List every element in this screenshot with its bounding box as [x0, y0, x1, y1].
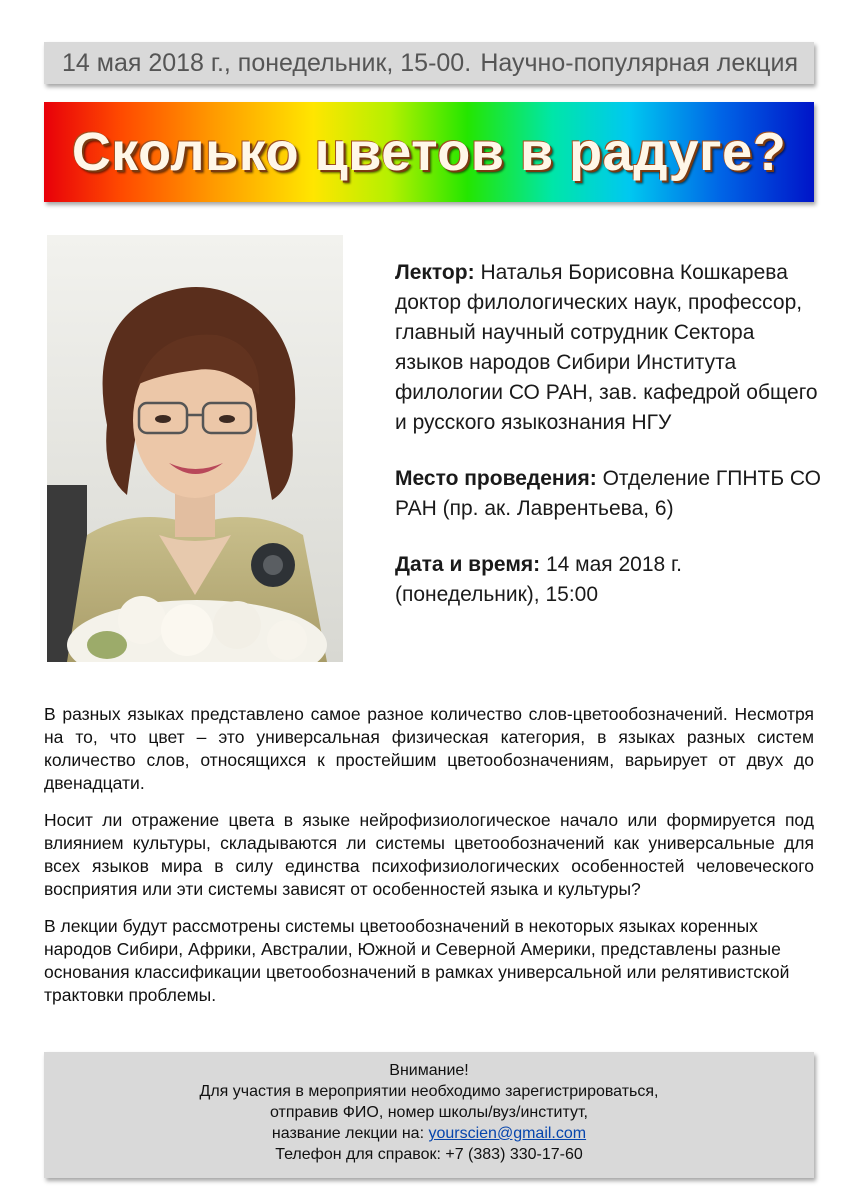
- lecture-description: [44, 703, 814, 1021]
- notice-phone: Телефон для справок: +7 (383) 330-17-60: [275, 1146, 583, 1163]
- notice-line: Для участия в мероприятии необходимо зарегистрироваться,: [199, 1083, 659, 1100]
- header-bar: [44, 42, 814, 84]
- lecturer-label: Лектор:: [395, 261, 475, 284]
- email-link[interactable]: yourscien@gmail.com: [428, 1125, 587, 1142]
- notice-email-prefix: название лекции на:: [271, 1125, 425, 1142]
- datetime-label: Дата и время:: [395, 553, 541, 576]
- description-paragraph: Носит ли отражение цвета в языке нейрофизиологическое начало или формируется под влиянием культуры, складываются ли системы цветообозначений как универсальные для всех языков мира в силу единства психофизиологических особенностей человеческого восприятия или эти системы зависят от особенностей языка и культуры?: [44, 810, 814, 899]
- event-date-line: 14 мая 2018 г., понедельник, 15-00.: [62, 48, 472, 77]
- notice-line: отправив ФИО, номер школы/вуз/институт,: [269, 1104, 588, 1121]
- venue-block: [395, 464, 825, 524]
- notice-email-line: [44, 1123, 814, 1144]
- page-title: Сколько цветов в радуге?: [71, 122, 787, 182]
- lecturer-block: [395, 258, 825, 438]
- lecturer-photo: [47, 235, 343, 662]
- registration-notice: [44, 1052, 814, 1178]
- notice-heading: Внимание!: [389, 1062, 469, 1079]
- venue-value: Отделение ГПНТБ СО РАН (пр. ак. Лаврентьева, 6): [395, 467, 821, 520]
- title-banner: [44, 102, 814, 202]
- datetime-value: 14 мая 2018 г. (понедельник), 15:00: [395, 553, 682, 606]
- lecturer-portrait-illustration: [47, 235, 343, 662]
- lecturer-name: Наталья Борисовна Кошкарева: [480, 261, 788, 284]
- lecturer-details: доктор филологических наук, профессор, главный научный сотрудник Сектора языков народов Сибири Института филологии СО РАН, зав. кафедрой общего и русского языкознания НГУ: [395, 291, 818, 434]
- event-type: Научно-популярная лекция: [480, 48, 798, 77]
- description-paragraph: В разных языках представлено самое разное количество слов-цветообозначений. Несмотря на то, что цвет – это универсальная физическая категория, в языках разных систем количество слов, относящихся к простейшим цветообозначениям, варьирует от двух до двенадцати.: [44, 704, 814, 793]
- datetime-block: [395, 550, 825, 610]
- lecture-info: [395, 258, 825, 636]
- venue-label: Место проведения:: [395, 467, 597, 490]
- description-paragraph: В лекции будут рассмотрены системы цветообозначений в некоторых языках коренных народов Сибири, Африки, Австралии, Южной и Северной Америки, представлены разные основания классификации цветообозначений в рамках универсальной или релятивистской трактовки проблемы.: [44, 916, 790, 1005]
